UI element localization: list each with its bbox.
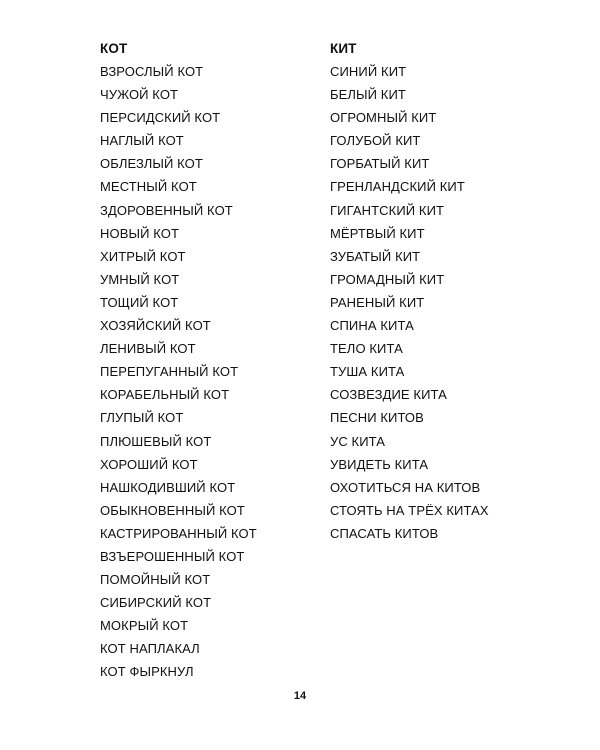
page-number: 14 xyxy=(293,690,307,702)
list-item: СОЗВЕЗДИЕ КИТА xyxy=(330,387,447,403)
list-item: ТУША КИТА xyxy=(330,364,405,380)
list-item: МЁРТВЫЙ КИТ xyxy=(330,225,425,241)
list-item: ПОМОЙНЫЙ КОТ xyxy=(100,572,211,588)
list-item: КОТ ФЫРКНУЛ xyxy=(100,664,194,680)
list-item: НАШКОДИВШИЙ КОТ xyxy=(100,479,236,495)
list-item: ГРЕНЛАНДСКИЙ КИТ xyxy=(330,179,465,195)
list-item: ЗУБАТЫЙ КИТ xyxy=(330,248,421,264)
list-item: СИНИЙ КИТ xyxy=(330,64,407,79)
list-item: ХИТРЫЙ КОТ xyxy=(100,248,186,264)
column-heading-kot: КОТ xyxy=(100,41,128,56)
list-item: БЕЛЫЙ КИТ xyxy=(330,87,406,103)
list-item: ГОЛУБОЙ КИТ xyxy=(330,133,421,149)
list-item: ТОЩИЙ КОТ xyxy=(100,294,179,310)
list-item: СИБИРСКИЙ КОТ xyxy=(100,595,212,611)
list-item: ГИГАНТСКИЙ КИТ xyxy=(330,202,445,218)
list-item: ГРОМАДНЫЙ КИТ xyxy=(330,271,445,287)
list-item: ХОЗЯЙСКИЙ КОТ xyxy=(100,318,211,334)
list-item: ЗДОРОВЕННЫЙ КОТ xyxy=(100,202,233,218)
list-item: СПИНА КИТА xyxy=(330,318,414,334)
list-item: ЧУЖОЙ КОТ xyxy=(100,87,179,103)
list-item: КОРАБЕЛЬНЫЙ КОТ xyxy=(100,387,230,403)
list-item: НАГЛЫЙ КОТ xyxy=(100,133,184,149)
list-item: СПАСАТЬ КИТОВ xyxy=(330,525,439,541)
column-heading-kit: КИТ xyxy=(330,41,357,56)
list-item: ТЕЛО КИТА xyxy=(330,341,403,357)
list-item: ПЛЮШЕВЫЙ КОТ xyxy=(100,433,212,449)
list-item: ВЗЪЕРОШЕННЫЙ КОТ xyxy=(100,548,245,564)
list-item: МЕСТНЫЙ КОТ xyxy=(100,179,197,195)
list-item: ПЕСНИ КИТОВ xyxy=(330,410,424,426)
list-item: ОГРОМНЫЙ КИТ xyxy=(330,110,437,126)
list-item: КАСТРИРОВАННЫЙ КОТ xyxy=(100,525,257,541)
list-item: ХОРОШИЙ КОТ xyxy=(100,456,198,472)
list-item: ЛЕНИВЫЙ КОТ xyxy=(100,341,196,357)
list-item: ГОРБАТЫЙ КИТ xyxy=(330,156,430,172)
list-item: ПЕРЕПУГАННЫЙ КОТ xyxy=(100,364,239,380)
list-item: ПЕРСИДСКИЙ КОТ xyxy=(100,110,221,126)
list-item: РАНЕНЫЙ КИТ xyxy=(330,294,425,310)
list-item: МОКРЫЙ КОТ xyxy=(100,618,189,634)
list-item: ОБЫКНОВЕННЫЙ КОТ xyxy=(100,502,245,518)
list-item: НОВЫЙ КОТ xyxy=(100,225,180,241)
list-item: ОХОТИТЬСЯ НА КИТОВ xyxy=(330,479,481,495)
list-item: УВИДЕТЬ КИТА xyxy=(330,456,429,472)
list-item: УМНЫЙ КОТ xyxy=(100,271,180,287)
word-list-kot xyxy=(100,37,257,684)
list-item: УС КИТА xyxy=(330,433,386,449)
list-item: ОБЛЕЗЛЫЙ КОТ xyxy=(100,156,203,172)
word-list-kit xyxy=(330,37,489,545)
list-item: ВЗРОСЛЫЙ КОТ xyxy=(100,64,204,79)
list-item: ГЛУПЫЙ КОТ xyxy=(100,410,184,426)
list-item: СТОЯТЬ НА ТРЁХ КИТАХ xyxy=(330,502,489,518)
list-item: КОТ НАПЛАКАЛ xyxy=(100,641,200,657)
